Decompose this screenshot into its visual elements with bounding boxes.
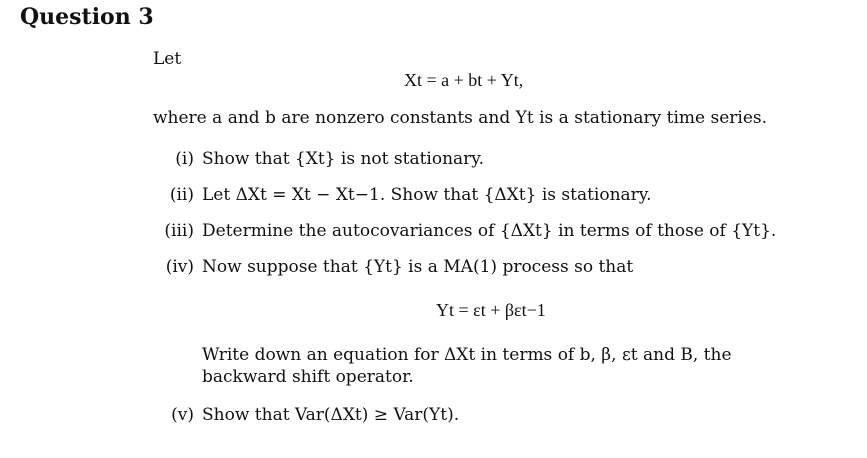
part-text-i: Show that {Xt} is not stationary. — [202, 149, 485, 169]
part-text-iii: Determine the autocovariances of {ΔXt} in terms of those of {Yt}. — [202, 221, 777, 241]
ma1-equation: Yt = εt + βεt−1 — [436, 300, 546, 320]
part-number-v: (v) — [171, 405, 194, 425]
part-number-ii: (ii) — [169, 185, 194, 205]
part-text-v: Show that Var(ΔXt) ≥ Var(Yt). — [202, 405, 460, 425]
part-text-iv: Now suppose that {Yt} is a MA(1) process so that — [202, 257, 634, 277]
part-number-i: (i) — [175, 149, 194, 169]
part-number-iii: (iii) — [164, 221, 194, 241]
part-follow-up-iv: Write down an equation for ΔXt in terms of b, β, εt and B, the backward shift operator. — [202, 345, 732, 387]
where-clause: where a and b are nonzero constants and Yt is a stationary time series. — [153, 108, 768, 128]
part-text-ii: Let ΔXt = Xt − Xt−1. Show that {ΔXt} is stationary. — [202, 185, 652, 205]
intro-label: Let — [153, 49, 182, 69]
question-title: Question 3 — [20, 4, 154, 30]
part-number-iv: (iv) — [165, 257, 194, 277]
defining-equation: Xt = a + bt + Yt, — [404, 70, 524, 90]
